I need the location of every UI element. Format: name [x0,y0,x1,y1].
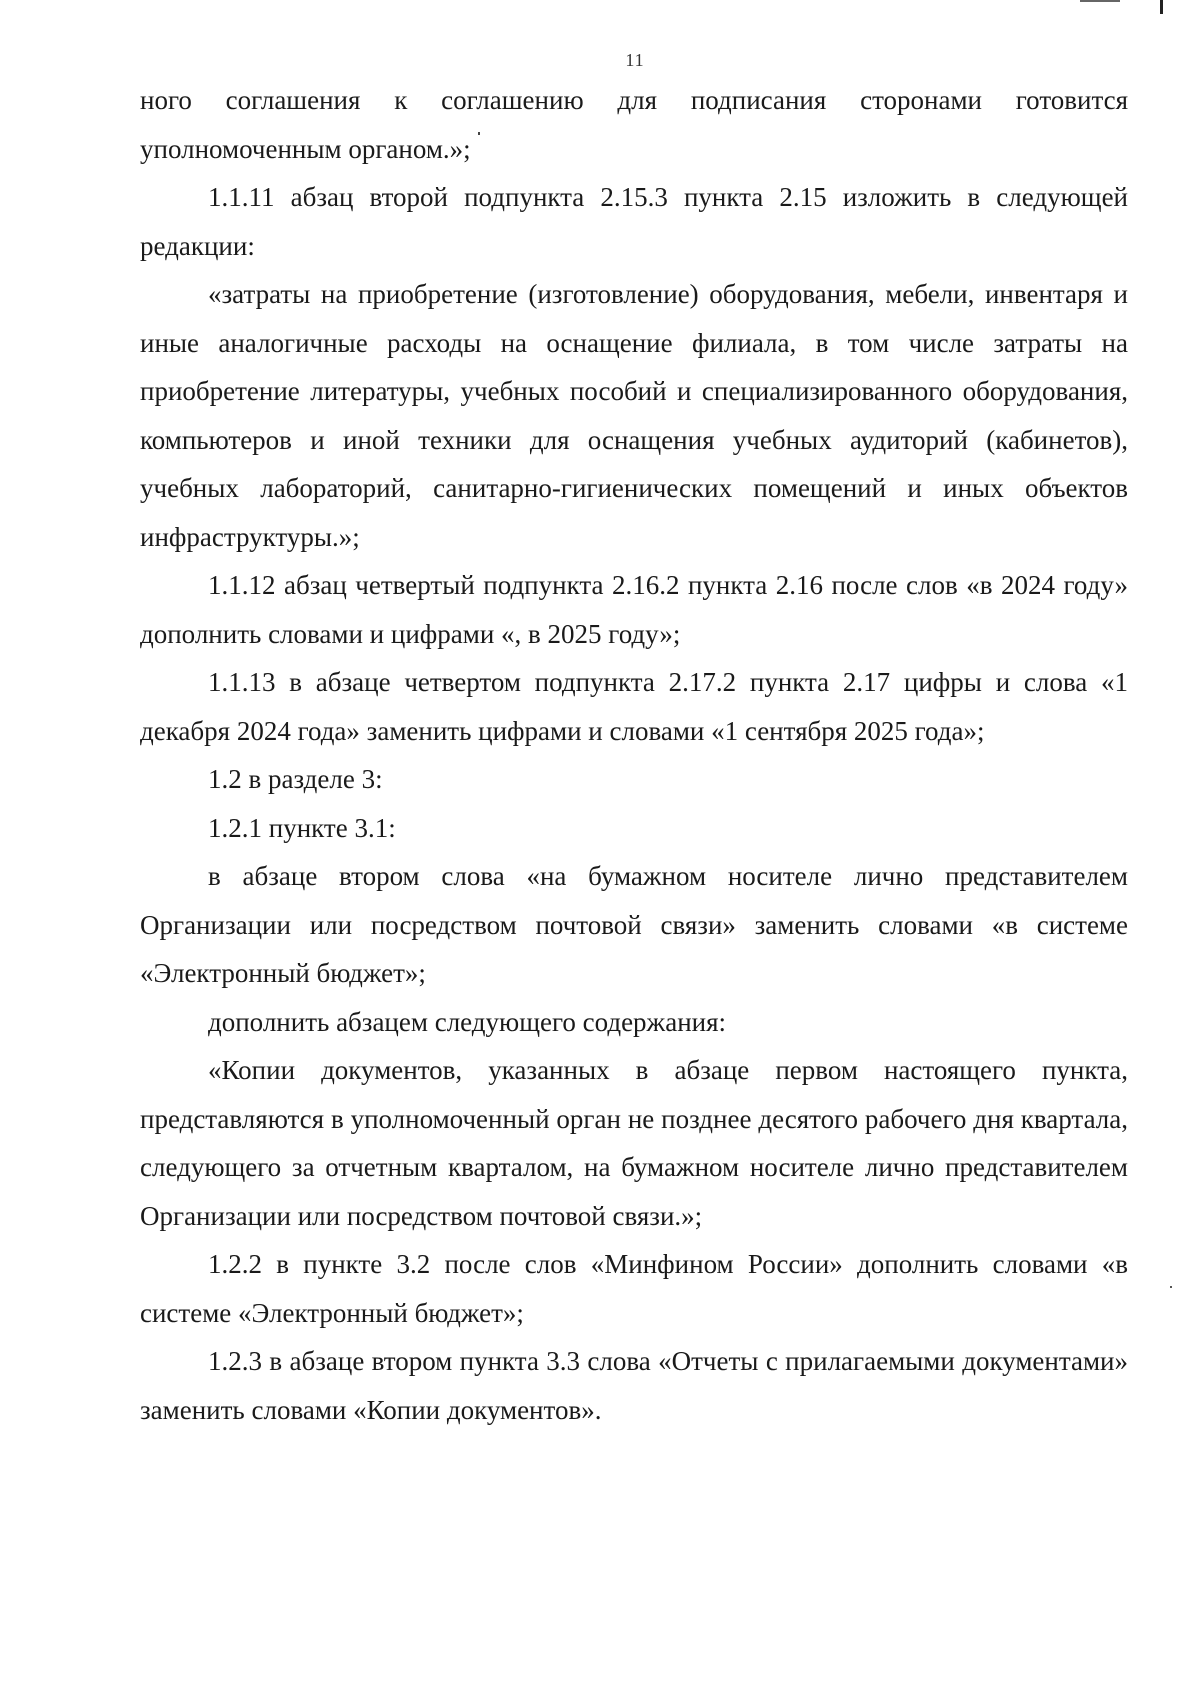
paragraph-abzac-vtorom: в абзаце втором слова «на бумажном носителе лично представителем Организации или посредством почтовой связи» заменить словами «в системе «Электронный бюджет»; [140,861,1128,988]
scan-artifact-right-edge [1170,1286,1172,1288]
paragraph-1-2-1: 1.2.1 пункте 3.1: [208,812,396,843]
paragraph-quoted-costs: «затраты на приобретение (изготовление) оборудования, мебели, инвентаря и иные аналогичные расходы на оснащение филиала, в том числе затраты на приобретение литературы, учебных пособий и специализированного оборудования, компьютеров и иной техники для оснащения учебных аудиторий (кабинетов), учебных лабораторий, санитарно-гигиенических помещений и иных объектов инфраструктуры.»; [140,279,1128,552]
scan-artifact-top-right-2 [1080,0,1120,2]
paragraph-1-1-13: 1.1.13 в абзаце четвертом подпункта 2.17.2 пункта 2.17 цифры и слова «1 декабря 2024 года» заменить цифрами и словами «1 сентября 2025 года»; [140,667,1128,746]
paragraph-dopolnit: дополнить абзацем следующего содержания: [208,1006,727,1037]
scan-artifact-dot [478,132,480,135]
paragraph-1-1-11: 1.1.11 абзац второй подпункта 2.15.3 пункта 2.15 изложить в следующей редакции: [140,182,1128,261]
document-body [140,76,1128,1434]
paragraph-1-2: 1.2 в разделе 3: [208,764,383,794]
paragraph-quoted-copies: «Копии документов, указанных в абзаце первом настоящего пункта, представляются в уполномоченный орган не позднее десятого рабочего дня квартала, следующего за отчетным кварталом, на бумажном носителе лично представителем Организации или посредством почтовой связи.»; [140,1055,1128,1231]
paragraph-1-1-12: 1.1.12 абзац четвертый подпункта 2.16.2 пункта 2.16 после слов «в 2024 году» дополнить словами и цифрами «, в 2025 году»; [140,570,1128,649]
paragraph-1-2-3: 1.2.3 в абзаце втором пункта 3.3 слова «Отчеты с прилагаемыми документами» заменить словами «Копии документов». [140,1346,1128,1425]
scan-artifact-top-right [1160,0,1163,14]
paragraph-continuation: ного соглашения к соглашению для подписания сторонами готовится уполномоченным органом.»; [140,85,1128,164]
paragraph-1-2-2: 1.2.2 в пункте 3.2 после слов «Минфином России» дополнить словами «в системе «Электронный бюджет»; [140,1249,1128,1328]
page-number: 11 [625,50,645,70]
